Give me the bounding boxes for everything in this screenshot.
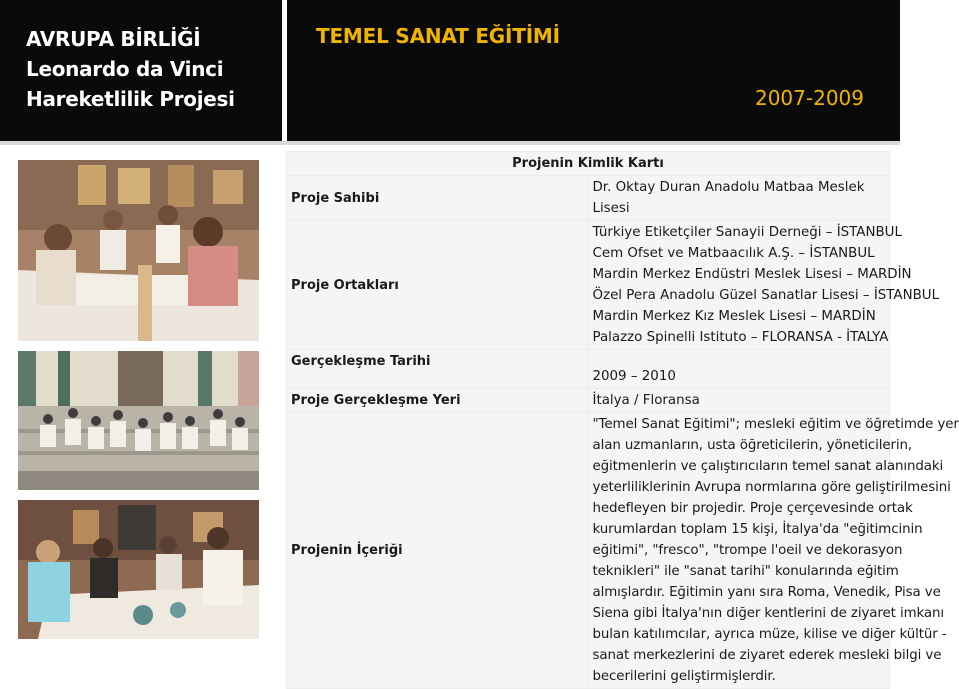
table-row <box>287 221 890 350</box>
content-line: eğitmenlerin ve çalıştırıcıların temel sanat alanındaki <box>592 459 944 474</box>
content-line: Siena gibi İtalya'nın diğer kentlerini de ziyaret imkanı <box>592 606 945 621</box>
org-line-1: AVRUPA BİRLİĞİ <box>26 27 201 51</box>
content-line: hedefleyen bir projedir. Proje çerçevesinde ortak <box>592 501 913 516</box>
partner-item: Özel Pera Anadolu Güzel Sanatlar Lisesi – İSTANBUL <box>592 288 940 303</box>
content-line: "Temel Sanat Eğitimi"; mesleki eğitim ve öğretimde yer <box>592 417 959 432</box>
partner-item: Cem Ofset ve Matbaacılık A.Ş. – İSTANBUL <box>592 246 875 261</box>
table-row <box>287 176 890 221</box>
place-value: İtalya / Floransa <box>588 389 890 413</box>
project-years: 2007-2009 <box>754 86 864 110</box>
group-on-cathedral-steps-photo <box>18 351 259 490</box>
workshop-painting-photo <box>18 160 259 341</box>
partner-item: Türkiye Etiketçiler Sanayii Derneği – İSTANBUL <box>592 225 902 240</box>
table-row <box>287 413 890 689</box>
group-at-table-photo <box>18 500 259 639</box>
header-right-panel <box>287 0 900 141</box>
partner-item: Palazzo Spinelli Istituto – FLORANSA - İTALYA <box>592 330 889 345</box>
project-identity-table <box>286 151 959 689</box>
content-line: sanat merkezlerini de ziyaret ederek mesleki bilgi ve <box>592 648 942 663</box>
date-label: Gerçekleşme Tarihi <box>287 350 589 389</box>
content-label: Projenin İçeriği <box>287 413 589 689</box>
content-value <box>588 413 959 689</box>
org-line-2: Leonardo da Vinci <box>26 57 224 81</box>
content-line: kurumlardan toplam 15 kişi, İtalya'da "eğitimcinin <box>592 522 923 537</box>
date-value: 2009 – 2010 <box>588 350 890 389</box>
partners-value <box>588 221 940 350</box>
partner-item: Mardin Merkez Endüstri Meslek Lisesi – MARDİN <box>592 267 912 282</box>
owner-value: Dr. Oktay Duran Anadolu Matbaa Meslek Lisesi <box>588 176 890 221</box>
content-line: eğitimi", "fresco", "trompe l'oeil ve dekorasyon <box>592 543 903 558</box>
content-line: alan uzmanların, usta öğreticilerin, yöneticilerin, <box>592 438 913 453</box>
partners-label: Proje Ortakları <box>287 221 589 350</box>
content-line: bulan katılımcılar, ayrıca müze, kilise ve diğer kültür - <box>592 627 947 642</box>
partner-item: Mardin Merkez Kız Meslek Lisesi – MARDİN <box>592 309 876 324</box>
table-row <box>287 389 890 413</box>
content-line: teknikleri" ile "sanat tarihi" konularında eğitim <box>592 564 899 579</box>
content-line: almışlardır. Eğitimin yanı sıra Roma, Venedik, Pisa ve <box>592 585 941 600</box>
table-row <box>287 350 890 389</box>
owner-label: Proje Sahibi <box>287 176 589 221</box>
header-underbar <box>0 141 900 145</box>
content-line: becerilerini geliştirmişlerdir. <box>592 669 776 684</box>
content-line: yeterliliklerinin Avrupa normlarına göre geliştirilmesini <box>592 480 951 495</box>
page-title: TEMEL SANAT EĞİTİMİ <box>316 24 560 48</box>
org-line-3: Hareketlilik Projesi <box>26 87 235 111</box>
table-heading: Projenin Kimlik Kartı <box>287 152 890 176</box>
place-label: Proje Gerçekleşme Yeri <box>287 389 589 413</box>
